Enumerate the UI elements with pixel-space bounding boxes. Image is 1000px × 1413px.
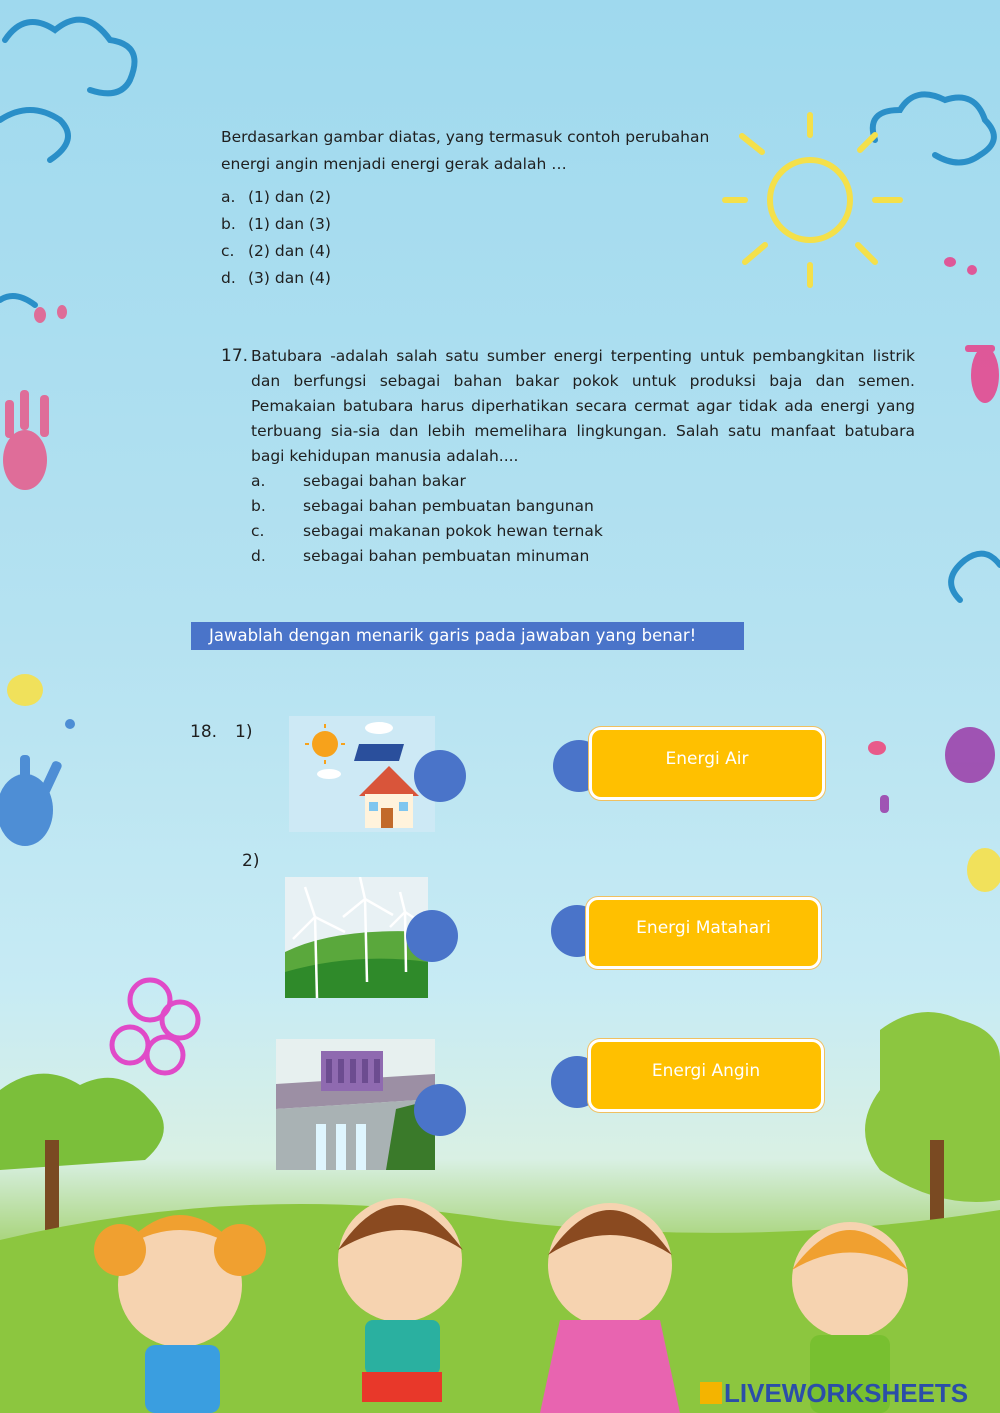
question-17-stem: Batubara -adalah salah satu sumber energi terpenting untuk pembangkitan listrik dan berfungsi sebagai bahan bakar pokok untuk produksi baja dan semen. Pemakaian batubara harus diperhatikan secara cermat agar tidak ada energi yang terbuang sia-sia dan lebih memelihara lingkungan. Salah satu manfaat batubara bagi kehidupan manusia adalah.... [251,347,915,465]
option-b [221,211,709,238]
liveworksheets-logo [700,1378,968,1409]
option-d [251,544,915,569]
option-d [221,265,709,292]
item-1-label: 1) [235,722,253,742]
question-17 [221,344,915,569]
picture-1-connector-dot[interactable] [414,750,466,802]
option-b [251,494,915,519]
dam-picture [276,1039,435,1170]
option-a [251,469,915,494]
instruction-banner: Jawablah dengan menarik garis pada jawaban yang benar! [191,622,744,650]
question-16-stem-line-2: energi angin menjadi energi gerak adalah … [221,155,567,173]
question-number: 18. [190,722,218,742]
solar-panel-icon [354,744,404,761]
question-number: 17. [221,346,249,366]
option-letter: d. [251,547,266,565]
question-16 [221,124,709,292]
option-text: sebagai bahan bakar [303,472,466,490]
option-letter: a. [221,188,236,206]
option-text: sebagai bahan pembuatan bangunan [303,497,594,515]
logo-text: LIVEWORKSHEETS [724,1378,969,1408]
option-letter: b. [251,497,266,515]
hand-print-icon [3,305,67,490]
option-text: (1) dan (2) [248,188,331,206]
option-c [251,519,915,544]
option-letter: a. [251,472,266,490]
flower-icon [112,980,198,1073]
option-letter: c. [221,242,235,260]
option-letter: c. [251,522,265,540]
answer-energi-matahari[interactable]: Energi Matahari [586,897,821,969]
option-a [221,184,709,211]
question-16-stem-line-1: Berdasarkan gambar diatas, yang termasuk contoh perubahan [221,128,710,146]
option-c [221,238,709,265]
option-text: (2) dan (4) [248,242,331,260]
option-letter: d. [221,269,236,287]
logo-icon [700,1382,722,1404]
option-letter: b. [221,215,236,233]
option-text: (3) dan (4) [248,269,331,287]
option-text: sebagai makanan pokok hewan ternak [303,522,603,540]
question-16-stem [221,124,709,178]
answer-energi-angin[interactable]: Energi Angin [588,1039,824,1112]
option-text: (1) dan (3) [248,215,331,233]
item-2-label: 2) [242,851,260,871]
picture-3-connector-dot[interactable] [414,1084,466,1136]
answer-energi-air[interactable]: Energi Air [589,727,825,800]
picture-2-connector-dot[interactable] [406,910,458,962]
sun-icon [312,731,338,757]
option-text: sebagai bahan pembuatan minuman [303,547,590,565]
question-16-options [221,184,709,292]
